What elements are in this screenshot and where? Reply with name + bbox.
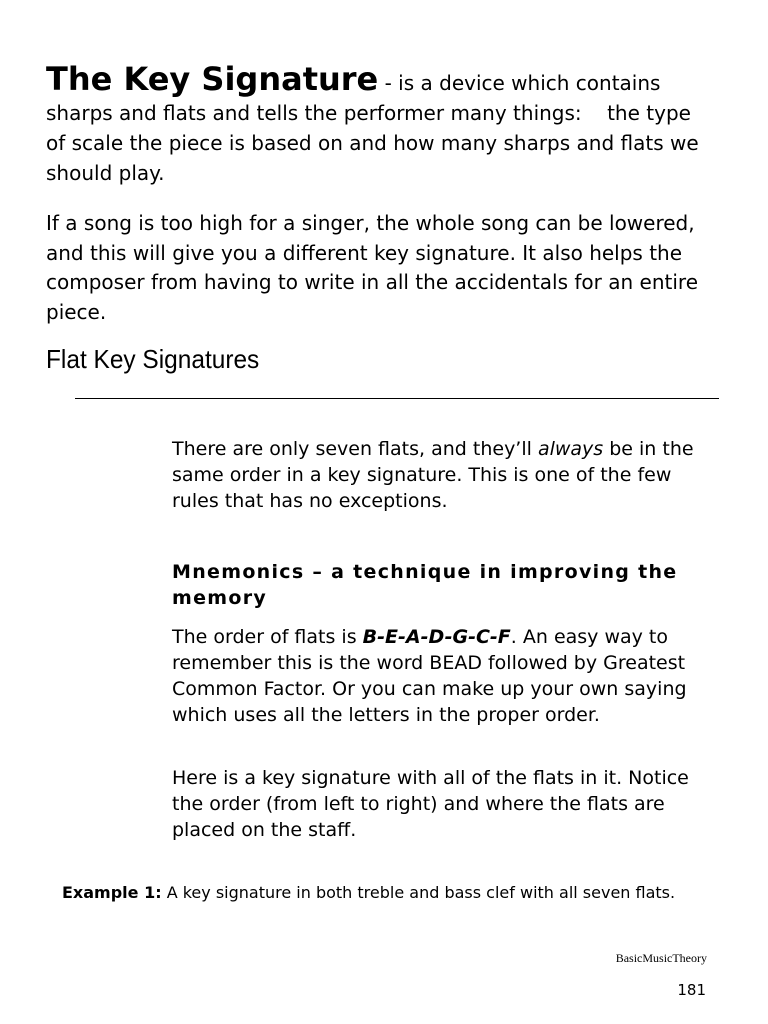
- example-caption: [62, 880, 722, 906]
- section-title: Flat Key Signatures: [46, 344, 260, 374]
- intro-paragraph: [46, 60, 716, 188]
- intro-paragraph-2: If a song is too high for a singer, the whole song can be lowered, and this will give you a different key signature. It also helps the composer from having to write in all the accidentals for an entire piece.: [46, 211, 699, 324]
- example-intro-paragraph: Here is a key signature with all of the flats in it. Notice the order (from left to right) and where the flats are placed on the staff.: [172, 767, 689, 841]
- seven-flats-paragraph: [172, 436, 717, 514]
- page-title: The Key Signature: [46, 60, 379, 98]
- mnemonics-heading: Mnemonics – a technique in improving the memory: [172, 561, 678, 609]
- intro-definition: - is a device which contains sharps and flats and tells the performer many things: the type of scale the piece is based on and how many sharps and flats we should play.: [46, 71, 699, 185]
- example-label: Example 1:: [62, 883, 162, 902]
- footer-book-title: BasicMusicTheory: [615, 951, 707, 965]
- flat-order-sequence: B-E-A-D-G-C-F: [362, 626, 511, 648]
- order-text-start: The order of flats is: [172, 626, 363, 648]
- seven-flats-text-start: There are only seven flats, and they’ll: [172, 438, 538, 460]
- section-divider: [75, 398, 719, 399]
- emphasis-always: always: [537, 438, 604, 460]
- page-number: 181: [677, 981, 706, 999]
- order-of-flats-paragraph: [172, 624, 717, 728]
- seven-flats-text-end: be in the same order in a key signature. This is one of the few rules that has no exceptions.: [172, 438, 694, 512]
- example-caption-text: A key signature in both treble and bass clef with all seven flats.: [161, 883, 676, 902]
- order-text-end: . An easy way to remember this is the word BEAD followed by Greatest Common Factor. Or you can make up your own saying which uses all the letters in the proper order.: [172, 626, 687, 726]
